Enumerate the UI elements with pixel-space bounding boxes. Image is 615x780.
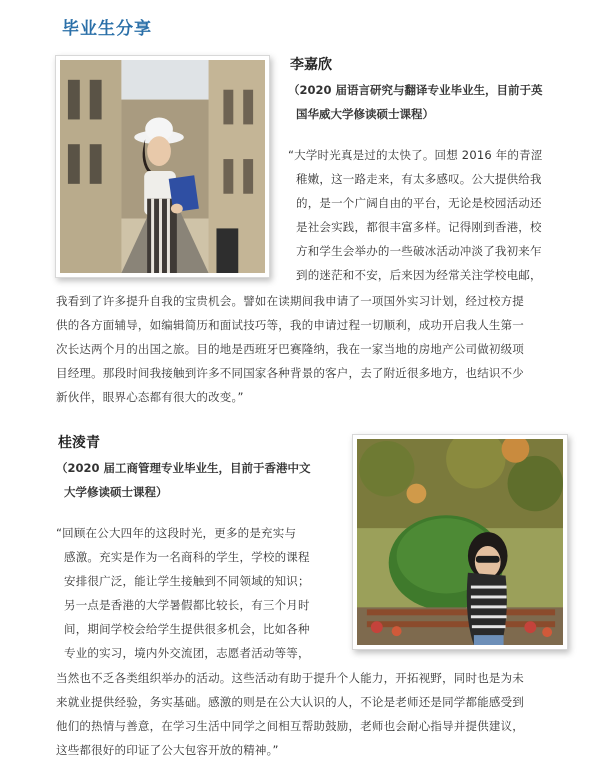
garden-scene-image: [357, 439, 563, 645]
intro-line: （2020 届语言研究与翻译专业毕业生，目前于英: [288, 83, 543, 97]
quote-line: 我看到了许多提升自我的宝贵机会。譬如在读期间我申请了一项国外实习计划，经过校方提: [56, 294, 524, 308]
quote-line: 供的各方面辅导，如编辑简历和面试技巧等，我的申请过程一切顺利，成功开启我人生第一: [56, 318, 524, 332]
quote-line: 当然也不乏各类组织举办的活动。这些活动有助于提升个人能力，开拓视野，同时也是为未: [56, 671, 524, 685]
quote-line: 他们的热情与善意，在学习生活中同学之间相互帮助鼓励，老师也会耐心指导并提供建议，: [56, 719, 524, 733]
quote-line: 这些都很好的印证了公大包容开放的精神。”: [56, 743, 279, 757]
quote-line: 到的迷茫和不安，后来因为经常关注学校电邮，: [296, 268, 542, 282]
quote-line: 是社会实践，都很丰富多样。记得刚到香港，校: [296, 220, 542, 234]
graduate-1-name: 李嘉欣: [290, 57, 332, 73]
graduate-1-intro: [288, 78, 543, 126]
graduate-2-name: 桂淩青: [58, 435, 100, 451]
intro-line: 国华威大学修读硕士课程）: [296, 107, 434, 121]
graduate-2-intro: [56, 456, 311, 504]
quote-line: 间，期间学校会给学生提供很多机会，比如各种: [64, 622, 310, 636]
intro-line: （2020 届工商管理专业毕业生，目前于香港中文: [56, 461, 311, 475]
quote-line: 另一点是香港的大学暑假都比较长，有三个月时: [64, 598, 310, 612]
graduate-2-quote-side: [56, 521, 356, 665]
quote-line: 的，是一个广阔自由的平台，无论是校园活动还: [296, 196, 542, 210]
quote-line: 次长达两个月的出国之旅。目的地是西班牙巴赛隆纳，我在一家当地的房地产公司做初级项: [56, 342, 524, 356]
section-title: 毕业生分享: [62, 19, 152, 39]
quote-line: 安排很广泛，能让学生接触到不同领域的知识；: [64, 574, 310, 588]
graduate-1-quote-side: [288, 143, 588, 287]
graduate-2-quote-full: [56, 666, 596, 762]
graduate-1-quote-full: [56, 289, 596, 409]
street-scene-image: [60, 60, 265, 273]
quote-line: “回顾在公大四年的这段时光，更多的是充实与: [56, 526, 297, 540]
graduate-photo-1: [55, 55, 270, 278]
quote-line: 新伙伴，眼界心态都有很大的改变。”: [56, 390, 244, 404]
graduate-photo-2: [352, 434, 568, 650]
intro-line: 大学修读硕士课程）: [64, 485, 168, 499]
quote-line: 专业的实习，境内外交流团，志愿者活动等等，: [64, 646, 310, 660]
quote-line: “大学时光真是过的太快了。回想 2016 年的青涩: [288, 148, 543, 162]
quote-line: 方和学生会举办的一些破冰活动冲淡了我初来乍: [296, 244, 542, 258]
quote-line: 感激。充实是作为一名商科的学生，学校的课程: [64, 550, 310, 564]
quote-line: 稚嫩，这一路走来，有太多感叹。公大提供给我: [296, 172, 542, 186]
quote-line: 来就业提供经验，务实基础。感激的则是在公大认识的人，不论是老师还是同学都能感受到: [56, 695, 524, 709]
quote-line: 目经理。那段时间我接触到许多不同国家各种背景的客户，去了附近很多地方，也结识不少: [56, 366, 524, 380]
